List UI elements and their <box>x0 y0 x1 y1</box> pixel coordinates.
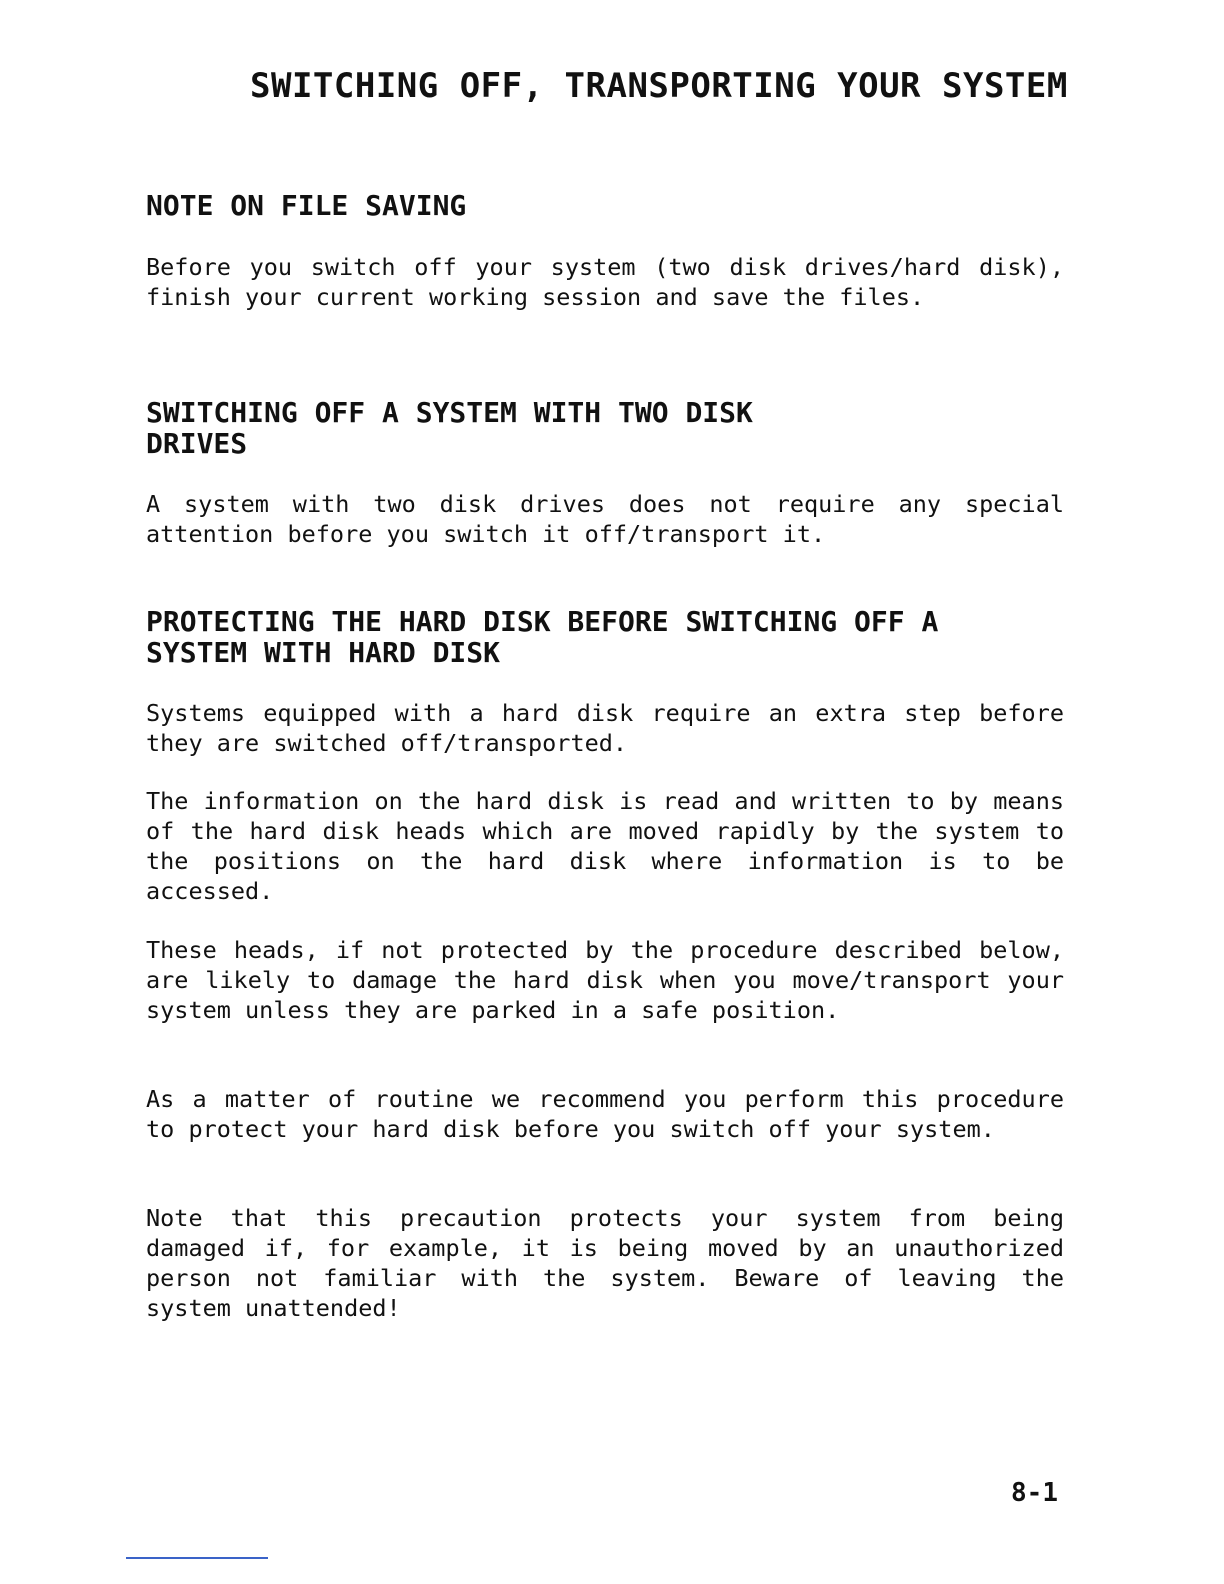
paragraph-file-saving: Before you switch off your system (two disk drives/hard disk), finish your current working session and save the files. <box>146 253 1064 311</box>
paragraph-precaution: Note that this precaution protects your system from being damaged if, for example, it is being moved by an unauthorized person not familiar with the system. Beware of leaving the system unattended! <box>146 1204 1064 1322</box>
footer-rule <box>126 1557 268 1559</box>
section-heading-protecting-hard-disk: PROTECTING THE HARD DISK BEFORE SWITCHING OFF A SYSTEM WITH HARD DISK <box>146 605 939 669</box>
paragraph-heads-damage: These heads, if not protected by the procedure described below, are likely to damage the hard disk when you move/transport your system unless they are parked in a safe position. <box>146 936 1064 1024</box>
paragraph-extra-step: Systems equipped with a hard disk require an extra step before they are switched off/transported. <box>146 699 1064 757</box>
paragraph-routine: As a matter of routine we recommend you perform this procedure to protect your hard disk before you switch off your system. <box>146 1085 1064 1143</box>
paragraph-two-disk-drives: A system with two disk drives does not require any special attention before you switch it off/transport it. <box>146 490 1064 548</box>
section-heading-file-saving: NOTE ON FILE SAVING <box>146 189 467 222</box>
paragraph-disk-heads: The information on the hard disk is read and written to by means of the hard disk heads which are moved rapidly by the system to the positions on the hard disk where information is to be accessed. <box>146 787 1064 905</box>
section-heading-two-disk-drives: SWITCHING OFF A SYSTEM WITH TWO DISK DRIVES <box>146 396 753 460</box>
page-title: SWITCHING OFF, TRANSPORTING YOUR SYSTEM <box>250 66 1068 106</box>
page-number: 8-1 <box>1011 1478 1058 1508</box>
